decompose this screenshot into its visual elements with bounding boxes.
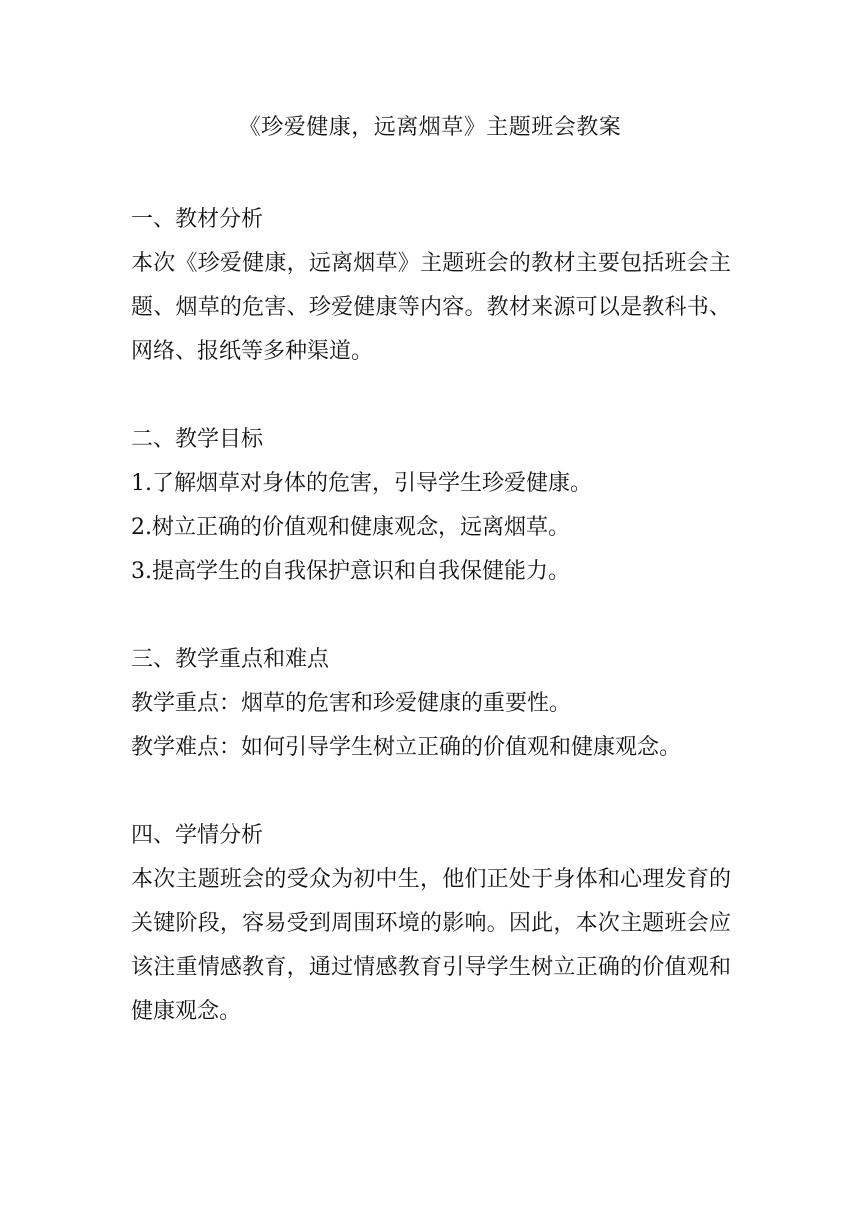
section-heading: 一、教材分析 bbox=[131, 207, 264, 232]
section-textbook-analysis bbox=[131, 198, 731, 374]
section-heading: 四、学情分析 bbox=[131, 823, 264, 848]
objective-item: 2.树立正确的价值观和健康观念，远离烟草。 bbox=[131, 515, 570, 540]
section-heading: 三、教学重点和难点 bbox=[131, 647, 330, 672]
difficult-point-item: 教学难点：如何引导学生树立正确的价值观和健康观念。 bbox=[131, 735, 682, 760]
document-body bbox=[131, 198, 731, 1078]
section-paragraph: 本次主题班会的受众为初中生，他们正处于身体和心理发育的关键阶段，容易受到周围环境的影响。因此，本次主题班会应该注重情感教育，通过情感教育引导学生树立正确的价值观和健康观念。 bbox=[131, 867, 731, 1024]
section-key-and-difficult-points bbox=[131, 638, 731, 770]
section-paragraph: 本次《珍爱健康，远离烟草》主题班会的教材主要包括班会主题、烟草的危害、珍爱健康等内容。教材来源可以是教科书、网络、报纸等多种渠道。 bbox=[131, 251, 731, 364]
objective-item: 1.了解烟草对身体的危害，引导学生珍爱健康。 bbox=[131, 471, 592, 496]
key-point-item: 教学重点：烟草的危害和珍爱健康的重要性。 bbox=[131, 691, 572, 716]
section-learner-analysis bbox=[131, 814, 731, 1034]
section-teaching-objectives bbox=[131, 418, 731, 594]
document-title: 《珍爱健康，远离烟草》主题班会教案 bbox=[238, 115, 622, 140]
section-heading: 二、教学目标 bbox=[131, 427, 264, 452]
objective-item: 3.提高学生的自我保护意识和自我保健能力。 bbox=[131, 559, 570, 584]
